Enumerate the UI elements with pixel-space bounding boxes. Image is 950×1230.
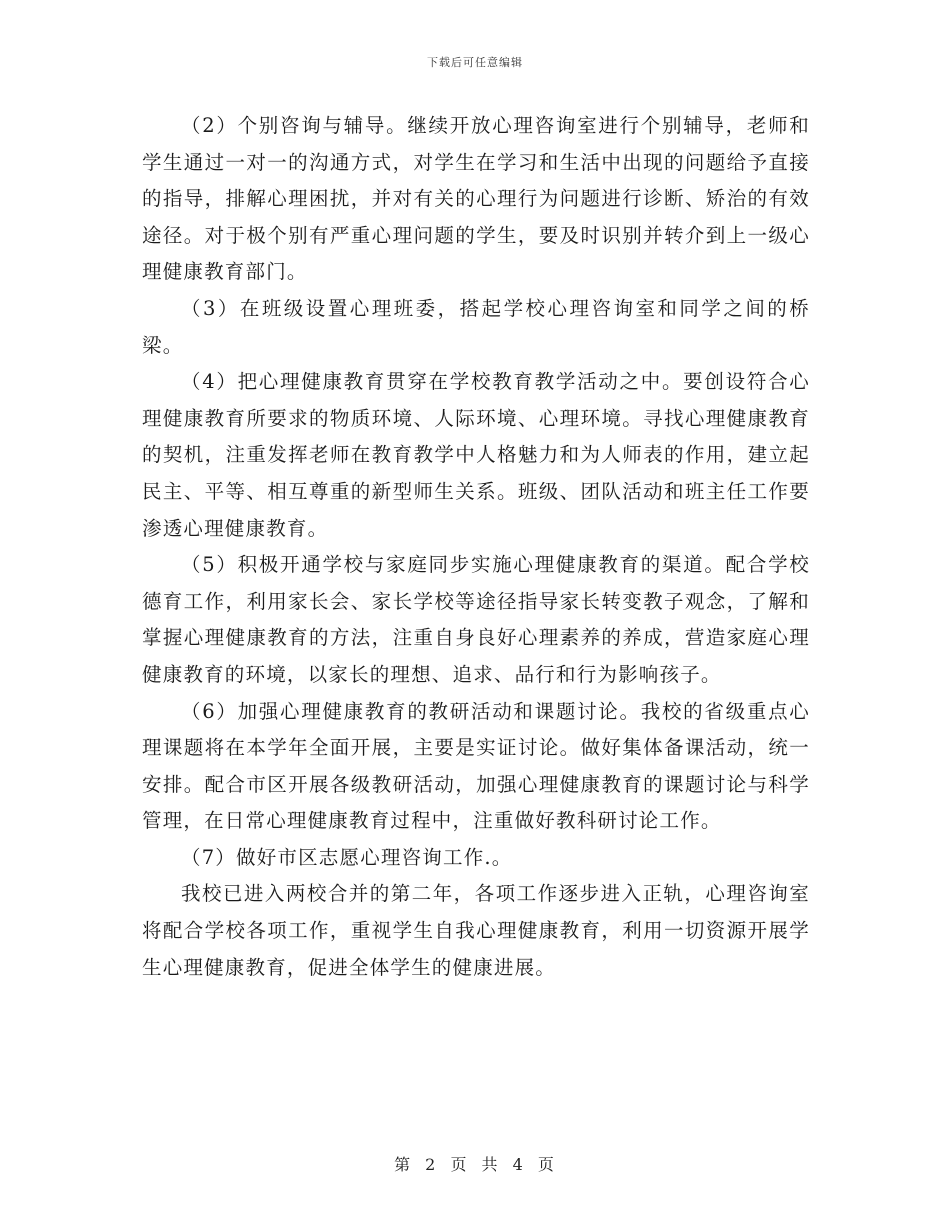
page-number-footer: 第 2 页 共 4 页	[394, 1155, 556, 1174]
paragraph-item-2: （2）个别咨询与辅导。继续开放心理咨询室进行个别辅导，老师和学生通过一对一的沟通方式，对学生在学习和生活中出现的问题给予直接的指导，排解心理困扰，并对有关的心理行为问题进行诊断、矫治的有效途径。对于极个别有严重心理问题的学生，要及时识别并转介到上一级心理健康教育部门。	[142, 114, 810, 284]
document-body	[142, 108, 810, 986]
paragraph-item-6: （6）加强心理健康教育的教研活动和课题讨论。我校的省级重点心理课题将在本学年全面开展，主要是实证讨论。做好集体备课活动，统一安排。配合市区开展各级教研活动，加强心理健康教育的课题讨论与科学管理，在日常心理健康教育过程中，注重做好教科研讨论工作。	[142, 699, 810, 833]
page-header: 下载后可任意编辑	[427, 56, 523, 69]
paragraph-item-7: （7）做好市区志愿心理咨询工作.。	[181, 845, 513, 869]
paragraph-item-5: （5）积极开通学校与家庭同步实施心理健康教育的渠道。配合学校德育工作，利用家长会、家长学校等途径指导家长转变教子观念，了解和掌握心理健康教育的方法，注重自身良好心理素养的养成，营造家庭心理健康教育的环境，以家长的理想、追求、品行和行为影响孩子。	[142, 553, 810, 686]
paragraph-conclusion: 我校已进入两校合并的第二年，各项工作逐步进入正轨，心理咨询室将配合学校各项工作，重视学生自我心理健康教育，利用一切资源开展学生心理健康教育，促进全体学生的健康进展。	[142, 882, 810, 979]
paragraph-item-4: （4）把心理健康教育贯穿在学校教育教学活动之中。要创设符合心理健康教育所要求的物质环境、人际环境、心理环境。寻找心理健康教育的契机，注重发挥老师在教育教学中人格魅力和为人师表的作用，建立起民主、平等、相互尊重的新型师生关系。班级、团队活动和班主任工作要渗透心理健康教育。	[142, 370, 810, 540]
paragraph-item-3: （3）在班级设置心理班委，搭起学校心理咨询室和同学之间的桥梁。	[142, 296, 810, 357]
